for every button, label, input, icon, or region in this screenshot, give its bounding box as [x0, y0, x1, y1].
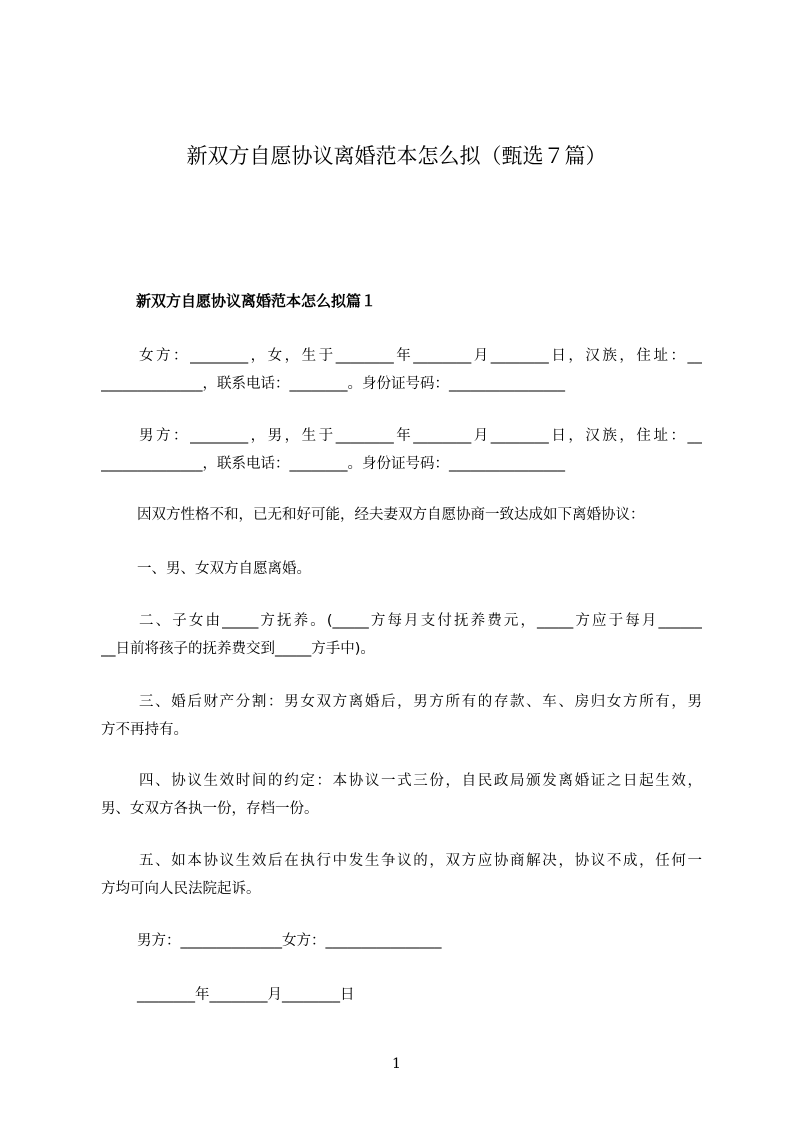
section-heading: 新双方自愿协议离婚范本怎么拟篇１: [136, 292, 377, 310]
woman-info-line-1: 女方：________，女，生于________年________月________日，汉族，住址：__: [139, 348, 702, 364]
page-number: 1: [392, 1056, 401, 1072]
woman-info-line-2: ______________，联系电话：________。身份证号码：________________: [101, 376, 565, 392]
clause-5-paragraph: [101, 847, 702, 903]
preamble-paragraph: [101, 501, 702, 529]
date-paragraph: [101, 981, 702, 1009]
clause-2-line-1: 二、子女由_____方抚养。(_____方每月支付抚养费元，_____方应于每月______: [139, 613, 702, 629]
clause-2-paragraph: [101, 607, 702, 663]
document-title: 新双方自愿协议离婚范本怎么拟（甄选７篇）: [186, 144, 607, 168]
clause-4-line-1: 四、协议生效时间的约定：本协议一式三份，自民政局颁发离婚证之日起生效，: [139, 773, 702, 789]
clause-4-paragraph: [101, 767, 702, 823]
clause-5-line-1: 五、如本协议生效后在执行中发生争议的，双方应协商解决，协议不成，任何一: [139, 853, 702, 869]
date-line: ________年________月________日: [137, 987, 355, 1003]
man-info-paragraph: [101, 422, 702, 478]
preamble-text: 因双方性格不和，已无和好可能，经夫妻双方自愿协商一致达成如下离婚协议：: [137, 507, 645, 523]
clause-5-line-2: 方均可向人民法院起诉。: [101, 881, 261, 897]
man-info-line-2: ______________，联系电话：________。身份证号码：________________: [101, 456, 565, 472]
man-info-line-1: 男方：________，男，生于________年________月________日，汉族，住址：__: [139, 428, 702, 444]
clause-1-paragraph: [101, 555, 702, 583]
clause-3-line-1: 三、婚后财产分割：男女双方离婚后，男方所有的存款、车、房归女方所有，男: [139, 694, 702, 710]
clause-4-line-2: 男、女双方各执一份，存档一份。: [101, 801, 319, 817]
clause-2-line-2: __日前将孩子的抚养费交到_____方手中)。: [101, 641, 375, 657]
clause-1-text: 一、男、女双方自愿离婚。: [137, 561, 311, 577]
clause-3-paragraph: [101, 688, 702, 744]
woman-info-paragraph: [101, 342, 702, 398]
clause-3-line-2: 方不再持有。: [101, 722, 188, 738]
signature-paragraph: [101, 927, 702, 955]
signature-line: 男方：______________女方：________________: [137, 933, 442, 949]
